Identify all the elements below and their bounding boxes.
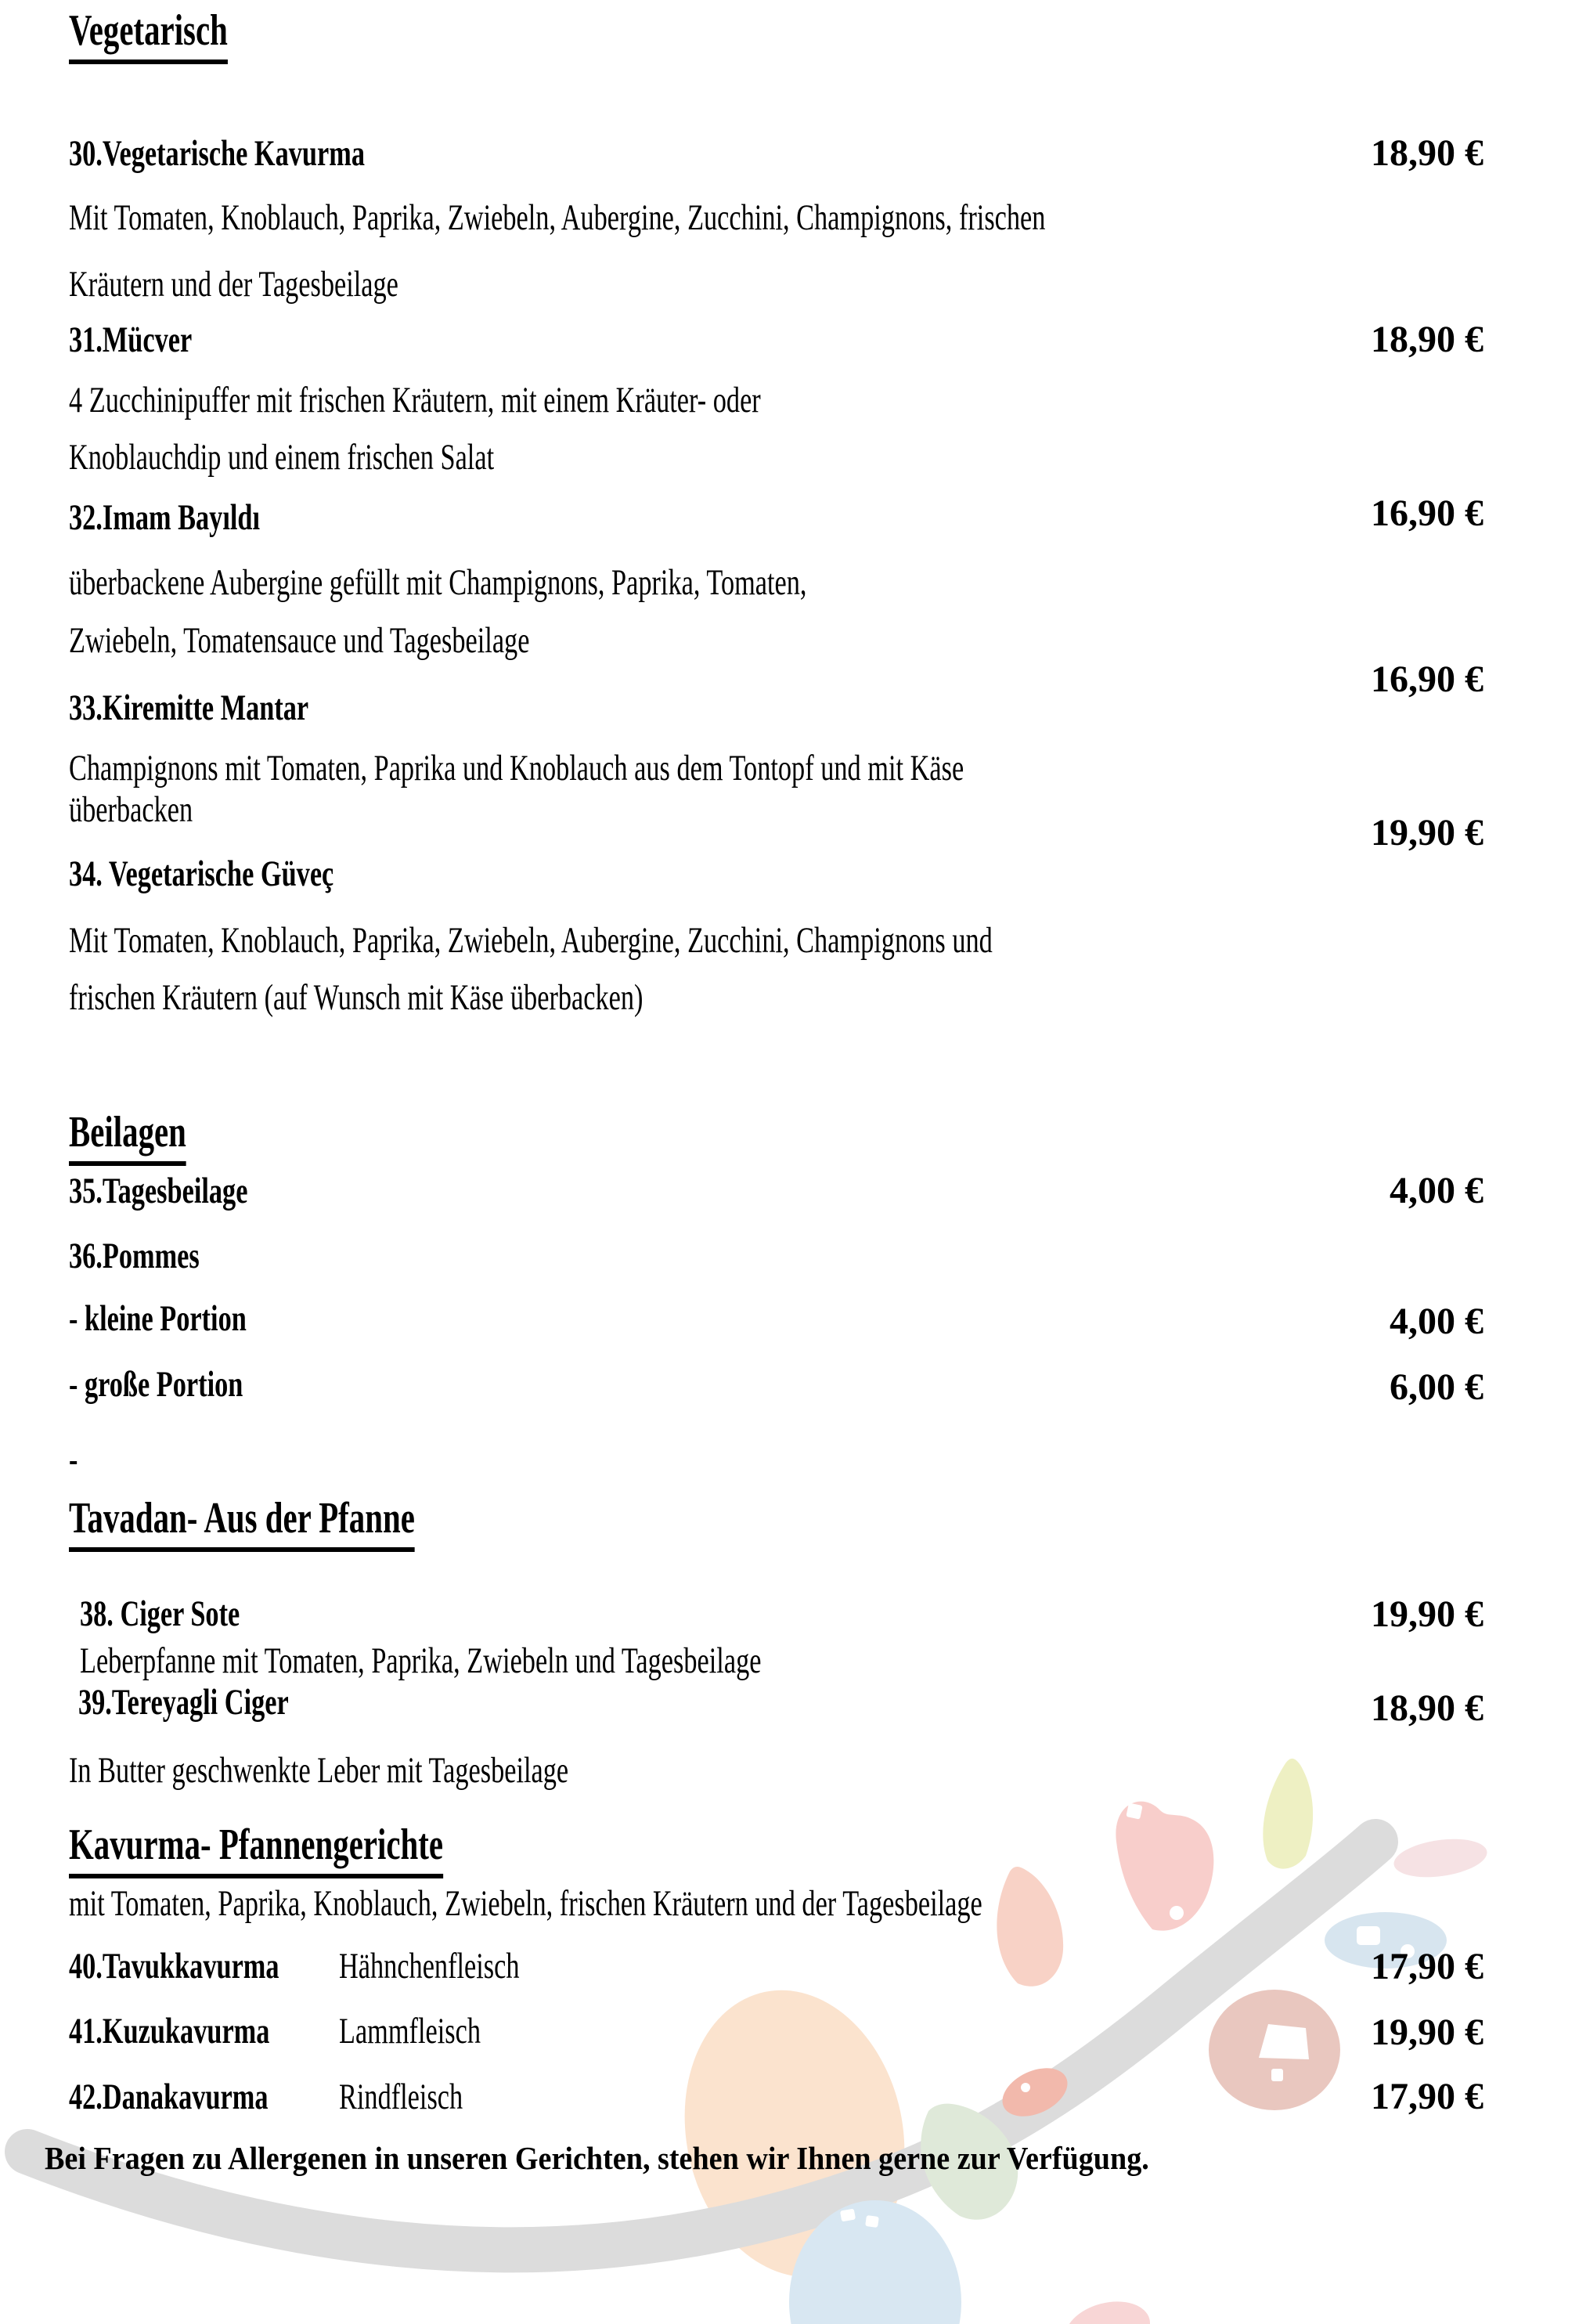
menu-item-30-desc-2: Kräutern und der Tagesbeilage bbox=[69, 264, 398, 305]
menu-item-32-desc-2: Zwiebeln, Tomatensauce und Tagesbeilage bbox=[69, 620, 530, 661]
blue-blob-white-speck bbox=[865, 2215, 879, 2228]
menu-item-39-price: 18,90 € bbox=[1371, 1687, 1483, 1729]
menu-item-33-desc-2: überbacken bbox=[69, 789, 193, 830]
section-kavurma-intro: mit Tomaten, Paprika, Knoblauch, Zwiebeln, frischen Kräutern und der Tagesbeilage bbox=[69, 1883, 982, 1924]
menu-item-36-grosse-price: 6,00 € bbox=[1390, 1366, 1483, 1408]
section-heading-vegetarisch: Vegetarisch bbox=[69, 6, 287, 64]
allergen-footer-note: Bei Fragen zu Allergenen in unseren Gerichten, stehen wir Ihnen gerne zur Verfügung. bbox=[45, 2140, 1149, 2176]
menu-item-40-row: 40.Tavukkavurma Hähnchenfleisch bbox=[69, 1946, 357, 1987]
menu-item-42-row: 42.Danakavurma Rindfleisch bbox=[69, 2077, 342, 2118]
menu-item-38-price: 19,90 € bbox=[1371, 1593, 1483, 1635]
menu-dash-line: - bbox=[69, 1439, 78, 1480]
menu-item-34-title: 34. Vegetarische Güveç bbox=[69, 853, 334, 894]
menu-item-30-title: 30.Vegetarische Kavurma bbox=[69, 133, 365, 174]
menu-item-33-title: 33.Kiremitte Mantar bbox=[69, 687, 309, 728]
menu-item-31-desc-1: 4 Zucchinipuffer mit frischen Kräutern, mit einem Kräuter- oder bbox=[69, 380, 761, 420]
menu-item-36-title: 36.Pommes bbox=[69, 1236, 200, 1276]
section-heading-kavurma: Kavurma- Pfannengerichte bbox=[69, 1821, 582, 1878]
menu-item-36-grosse-portion: - große Portion bbox=[69, 1364, 243, 1405]
menu-item-41-price: 19,90 € bbox=[1371, 2012, 1483, 2053]
heart-white-speck bbox=[1126, 1803, 1142, 1819]
menu-item-34-price: 19,90 € bbox=[1371, 812, 1483, 853]
menu-item-41-row: 41.Kuzukavurma Lammfleisch bbox=[69, 2011, 344, 2052]
menu-item-39-desc-1: In Butter geschwenkte Leber mit Tagesbeilage bbox=[69, 1750, 569, 1791]
menu-item-34-desc-2: frischen Kräutern (auf Wunsch mit Käse überbacken) bbox=[69, 977, 643, 1018]
menu-item-38-title: 38. Ciger Sote bbox=[80, 1593, 240, 1634]
menu-item-31-desc-2: Knoblauchdip und einem frischen Salat bbox=[69, 437, 495, 478]
blue-pill-white-hole bbox=[1357, 1926, 1380, 1945]
menu-item-40-meat: Hähnchenfleisch bbox=[339, 1946, 520, 1987]
menu-item-31-price: 18,90 € bbox=[1371, 319, 1483, 360]
menu-item-38-desc-1: Leberpfanne mit Tomaten, Paprika, Zwiebeln und Tagesbeilage bbox=[80, 1640, 762, 1681]
menu-item-41-meat: Lammfleisch bbox=[339, 2011, 481, 2052]
menu-item-31-title: 31.Mücver bbox=[69, 319, 193, 360]
menu-item-42-meat: Rindfleisch bbox=[339, 2077, 463, 2117]
menu-item-35-price: 4,00 € bbox=[1390, 1170, 1483, 1211]
salmon-leaf-white-speck bbox=[1021, 2083, 1030, 2092]
section-heading-beilagen: Beilagen bbox=[69, 1108, 229, 1166]
menu-item-33-desc-1: Champignons mit Tomaten, Paprika und Knoblauch aus dem Tontopf und mit Käse bbox=[69, 748, 964, 788]
menu-item-40-price: 17,90 € bbox=[1371, 1946, 1483, 1987]
menu-item-34-desc-1: Mit Tomaten, Knoblauch, Paprika, Zwiebeln, Aubergine, Zucchini, Champignons und bbox=[69, 920, 993, 961]
menu-item-33-price: 16,90 € bbox=[1371, 659, 1483, 700]
menu-item-32-title: 32.Imam Bayıldı bbox=[69, 497, 261, 538]
menu-item-30-desc-1: Mit Tomaten, Knoblauch, Paprika, Zwiebeln, Aubergine, Zucchini, Champignons, frischen bbox=[69, 197, 1046, 238]
pale-pink-leaf bbox=[1391, 1834, 1489, 1882]
yellow-green-leaf bbox=[1263, 1759, 1313, 1869]
menu-item-32-desc-1: überbackene Aubergine gefüllt mit Champignons, Paprika, Tomaten, bbox=[69, 562, 807, 603]
menu-item-32-price: 16,90 € bbox=[1371, 493, 1483, 534]
rose-blob-white-hole bbox=[1271, 2069, 1283, 2081]
menu-item-36-kleine-portion: - kleine Portion bbox=[69, 1298, 247, 1339]
menu-item-35-title: 35.Tagesbeilage bbox=[69, 1171, 248, 1211]
menu-item-30-price: 18,90 € bbox=[1371, 132, 1483, 174]
menu-item-39-title: 39.Tereyagli Ciger bbox=[78, 1682, 289, 1723]
pink-bottom-fragment bbox=[1059, 2293, 1155, 2324]
menu-item-42-price: 17,90 € bbox=[1371, 2076, 1483, 2117]
section-heading-tavadan: Tavadan- Aus der Pfanne bbox=[69, 1494, 543, 1552]
menu-item-36-kleine-price: 4,00 € bbox=[1390, 1301, 1483, 1342]
